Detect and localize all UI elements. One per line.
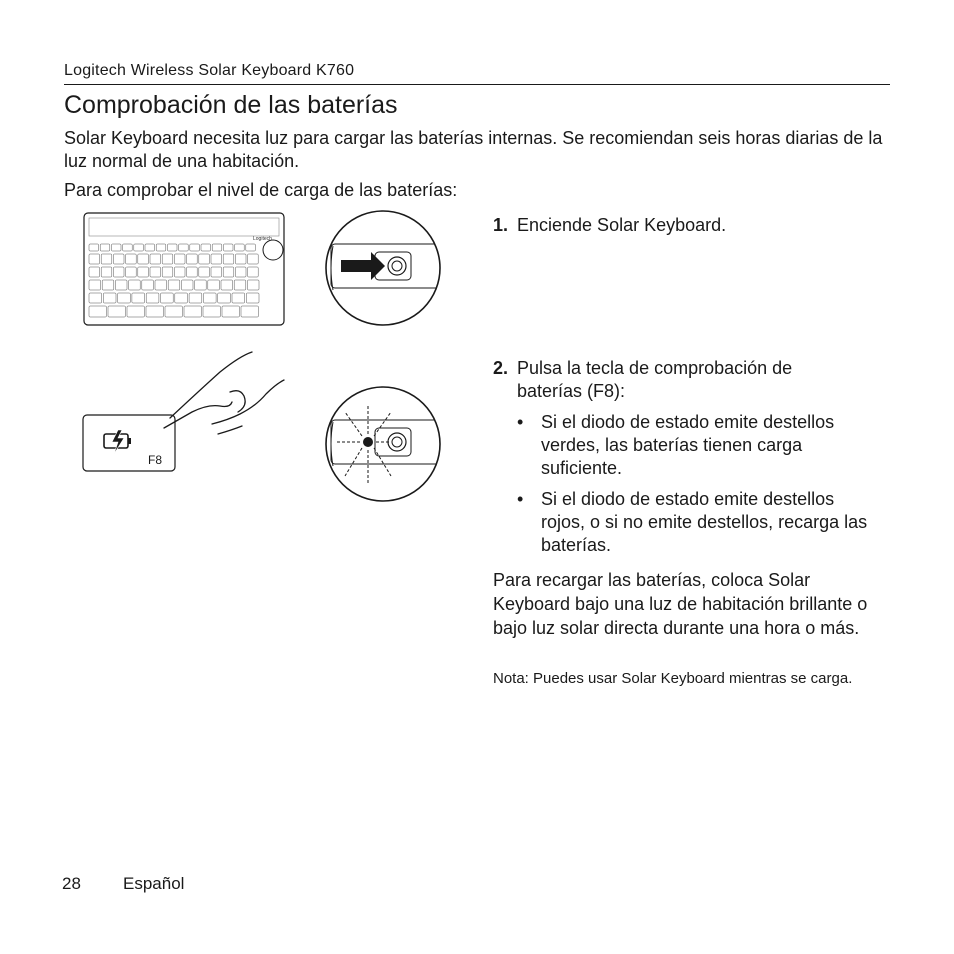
keyboard-key bbox=[246, 244, 256, 251]
header-divider bbox=[64, 84, 890, 85]
keyboard-key bbox=[156, 244, 166, 251]
keyboard-key bbox=[218, 293, 231, 303]
keyboard-key bbox=[199, 254, 210, 264]
keyboard-key bbox=[89, 267, 100, 277]
keyboard-key bbox=[127, 306, 144, 317]
step-1 bbox=[493, 214, 873, 237]
f8-key-press-illustration bbox=[80, 350, 290, 480]
keyboard-key bbox=[103, 293, 116, 303]
keyboard-key bbox=[223, 254, 234, 264]
keyboard-key bbox=[101, 254, 112, 264]
keyboard-key bbox=[199, 267, 210, 277]
keyboard-key bbox=[161, 293, 174, 303]
status-bullet-list bbox=[517, 411, 877, 557]
keyboard-key bbox=[168, 280, 180, 290]
keyboard-key bbox=[211, 267, 222, 277]
keyboard-key bbox=[211, 254, 222, 264]
key-label-f8: F8 bbox=[148, 453, 163, 467]
step-1-text: Enciende Solar Keyboard. bbox=[517, 215, 727, 235]
keyboard-key bbox=[138, 254, 149, 264]
keyboard-key bbox=[222, 306, 239, 317]
keyboard-key bbox=[203, 306, 220, 317]
keyboard-key bbox=[167, 244, 177, 251]
keyboard-key bbox=[138, 267, 149, 277]
keyboard-key bbox=[113, 267, 124, 277]
keyboard-key bbox=[108, 306, 125, 317]
keyboard-key bbox=[132, 293, 145, 303]
footer-language: Español bbox=[123, 874, 185, 893]
keyboard-key bbox=[248, 254, 259, 264]
keyboard-key bbox=[181, 280, 193, 290]
keyboard-key bbox=[89, 293, 102, 303]
keyboard-key bbox=[184, 306, 201, 317]
keyboard-key bbox=[248, 267, 259, 277]
keyboard-key bbox=[235, 254, 246, 264]
bullet-green-status bbox=[517, 411, 877, 480]
hand-icon bbox=[164, 352, 284, 434]
keyboard-key bbox=[203, 293, 216, 303]
recharge-paragraph: Para recargar las baterías, coloca Solar Keyboard bajo una luz de habitación brillante o bajo luz solar directa durante una hora o más. bbox=[493, 570, 868, 638]
keyboard-key bbox=[101, 267, 112, 277]
keyboard-key bbox=[126, 254, 137, 264]
note-paragraph: Nota: Puedes usar Solar Keyboard mientras se carga. bbox=[493, 670, 853, 687]
keyboard-key bbox=[235, 244, 245, 251]
keyboard-key bbox=[232, 293, 245, 303]
keyboard-key bbox=[247, 280, 259, 290]
intro-paragraph: Solar Keyboard necesita luz para cargar las baterías internas. Se recomiendan seis horas diarias de la luz normal de una habitación. bbox=[64, 128, 883, 171]
keyboard-key bbox=[175, 293, 188, 303]
keyboard-key bbox=[174, 254, 185, 264]
keyboard-key bbox=[234, 280, 246, 290]
bullet-marker: • bbox=[517, 489, 524, 509]
keyboard-key bbox=[89, 306, 106, 317]
keyboard-key bbox=[129, 280, 141, 290]
step-2-number: 2. bbox=[493, 358, 509, 378]
keyboard-key bbox=[150, 254, 161, 264]
keyboard-key bbox=[145, 244, 155, 251]
bullet-marker: • bbox=[517, 412, 524, 432]
document-header-title: Logitech Wireless Solar Keyboard K760 bbox=[64, 62, 355, 79]
keyboard-illustration bbox=[83, 212, 285, 326]
keyboard-key bbox=[201, 244, 211, 251]
keyboard-key bbox=[246, 293, 259, 303]
keyboard-key bbox=[115, 280, 127, 290]
keyboard-key bbox=[111, 244, 121, 251]
keyboard-key bbox=[89, 280, 101, 290]
keyboard-key bbox=[102, 280, 114, 290]
status-led-icon bbox=[363, 437, 373, 447]
keyboard-key bbox=[89, 254, 100, 264]
keyboard-key bbox=[113, 254, 124, 264]
keyboard-key bbox=[146, 293, 159, 303]
keyboard-key bbox=[189, 293, 202, 303]
status-led-magnifier bbox=[323, 384, 443, 504]
step-2-text: Pulsa la tecla de comprobación de baterías (F8): bbox=[517, 358, 793, 401]
keyboard-key bbox=[126, 267, 137, 277]
bullet-red-status bbox=[517, 488, 877, 557]
page-number: 28 bbox=[62, 874, 81, 893]
section-title: Comprobación de las baterías bbox=[64, 91, 398, 119]
keyboard-key bbox=[221, 280, 233, 290]
bullet-text: Si el diodo de estado emite destellos rojos, o si no emite destellos, recarga las baterías. bbox=[541, 489, 868, 555]
step-2 bbox=[493, 357, 883, 565]
arrow-right-icon bbox=[341, 252, 385, 280]
keyboard-key bbox=[208, 280, 220, 290]
keyboard-key bbox=[235, 267, 246, 277]
keyboard-key bbox=[118, 293, 131, 303]
keyboard-key bbox=[212, 244, 222, 251]
keyboard-key bbox=[162, 254, 173, 264]
keyboard-key bbox=[223, 267, 234, 277]
keyboard-key bbox=[241, 306, 258, 317]
keyboard-key bbox=[162, 267, 173, 277]
keyboard-key bbox=[150, 267, 161, 277]
keyboard-key bbox=[155, 280, 167, 290]
keyboard-key bbox=[223, 244, 233, 251]
bullet-text: Si el diodo de estado emite destellos verdes, las baterías tienen carga suficiente. bbox=[541, 412, 835, 478]
keyboard-key bbox=[187, 254, 198, 264]
keyboard-key bbox=[89, 244, 99, 251]
keyboard-key bbox=[142, 280, 154, 290]
keyboard-key bbox=[134, 244, 144, 251]
keyboard-key bbox=[123, 244, 133, 251]
check-intro-paragraph: Para comprobar el nivel de carga de las baterías: bbox=[64, 180, 458, 200]
keyboard-key bbox=[165, 306, 182, 317]
keyboard-logo-text: Logitech bbox=[253, 236, 272, 242]
step-1-number: 1. bbox=[493, 215, 509, 235]
keyboard-key bbox=[146, 306, 163, 317]
keyboard-key bbox=[187, 267, 198, 277]
keyboard-key bbox=[174, 267, 185, 277]
keyboard-key bbox=[179, 244, 189, 251]
keyboard-key bbox=[100, 244, 110, 251]
keyboard-key bbox=[195, 280, 207, 290]
power-switch-magnifier bbox=[323, 208, 443, 328]
keyboard-key bbox=[190, 244, 200, 251]
